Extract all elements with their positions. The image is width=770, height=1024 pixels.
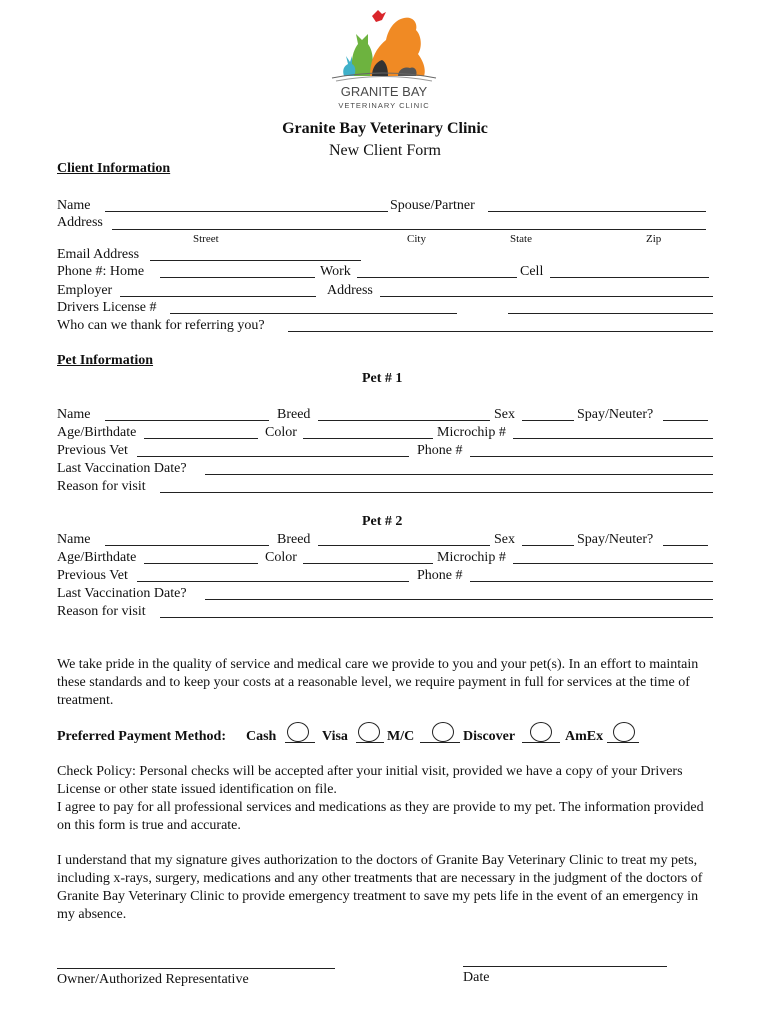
- pet2-age-field[interactable]: [144, 563, 258, 564]
- pet1-sex-field[interactable]: [522, 420, 574, 421]
- pet2-vacc-field[interactable]: [205, 599, 713, 600]
- pet2-phone-label: Phone #: [417, 568, 463, 583]
- spouse-label: Spouse/Partner: [390, 198, 475, 213]
- pet1-microchip-field[interactable]: [513, 438, 713, 439]
- employer-address-field[interactable]: [380, 296, 713, 297]
- pet2-microchip-field[interactable]: [513, 563, 713, 564]
- pet2-breed-label: Breed: [277, 532, 311, 547]
- pet1-prevvet-field[interactable]: [137, 456, 409, 457]
- phone-home-label: Phone #: Home: [57, 264, 145, 279]
- drivers-license-label: Drivers License #: [57, 300, 157, 315]
- cash-radio[interactable]: [287, 722, 309, 742]
- email-label: Email Address: [57, 247, 140, 262]
- agreement-paragraph: I agree to pay for all professional services and medications as they are provide to my pet. The information provided on this form is true and accurate.: [57, 800, 704, 833]
- pet1-phone-label: Phone #: [417, 443, 463, 458]
- employer-field[interactable]: [120, 296, 316, 297]
- discover-label: Discover: [463, 729, 516, 744]
- pet2-sex-field[interactable]: [522, 545, 574, 546]
- pet2-phone-field[interactable]: [470, 581, 713, 582]
- pet1-prevvet-label: Previous Vet: [57, 443, 128, 458]
- owner-signature-field[interactable]: [57, 968, 335, 969]
- amex-label: AmEx: [565, 729, 604, 744]
- pet1-color-field[interactable]: [303, 438, 433, 439]
- pride-paragraph: We take pride in the quality of service and medical care we provide to you and your pet(s). In an effort to maintain these standards and to keep your costs at a reasonable level, we require payment in full for services at the time of treatment.: [57, 657, 699, 708]
- phone-cell-field[interactable]: [550, 277, 709, 278]
- discover-radio[interactable]: [530, 722, 552, 742]
- pet1-name-label: Name: [57, 407, 91, 422]
- address-state-hint: State: [510, 233, 532, 245]
- email-field[interactable]: [150, 260, 361, 261]
- address-street-hint: Street: [193, 233, 219, 245]
- referral-label: Who can we thank for referring you?: [57, 318, 265, 333]
- pet2-title: Pet # 2: [362, 514, 403, 529]
- pet2-name-field[interactable]: [105, 545, 269, 546]
- pet1-breed-label: Breed: [277, 407, 311, 422]
- form-title: Granite Bay Veterinary Clinic: [282, 120, 488, 137]
- spouse-field[interactable]: [488, 211, 706, 212]
- phone-work-label: Work: [320, 264, 351, 279]
- date-field[interactable]: [463, 966, 667, 967]
- address-city-hint: City: [407, 233, 426, 245]
- pet2-color-label: Color: [265, 550, 297, 565]
- visa-label: Visa: [322, 729, 348, 744]
- payment-label: Preferred Payment Method:: [57, 729, 226, 744]
- logo-line1: GRANITE BAY: [340, 84, 428, 99]
- amex-radio[interactable]: [613, 722, 635, 742]
- mc-label: M/C: [387, 729, 415, 744]
- pet1-sex-label: Sex: [494, 407, 515, 422]
- pet2-vacc-label: Last Vaccination Date?: [57, 586, 187, 601]
- pet1-vacc-field[interactable]: [205, 474, 713, 475]
- logo-line2: VETERINARY CLINIC: [338, 101, 430, 110]
- mc-radio[interactable]: [432, 722, 454, 742]
- pet-info-heading: Pet Information: [57, 353, 154, 368]
- pet2-reason-field[interactable]: [160, 617, 713, 618]
- client-address-label: Address: [57, 215, 103, 230]
- pet2-spay-field[interactable]: [663, 545, 708, 546]
- pet2-prevvet-field[interactable]: [137, 581, 409, 582]
- date-label: Date: [463, 970, 490, 985]
- employer-address-label: Address: [327, 283, 373, 298]
- pet1-microchip-label: Microchip #: [437, 425, 506, 440]
- pet1-title: Pet # 1: [362, 371, 403, 386]
- phone-work-field[interactable]: [357, 277, 517, 278]
- pet2-sex-label: Sex: [494, 532, 515, 547]
- client-name-label: Name: [57, 198, 91, 213]
- pet1-spay-label: Spay/Neuter?: [577, 407, 654, 422]
- pet1-breed-field[interactable]: [318, 420, 490, 421]
- cash-label: Cash: [246, 729, 277, 744]
- pet1-reason-field[interactable]: [160, 492, 713, 493]
- pet2-microchip-label: Microchip #: [437, 550, 506, 565]
- bird-icon: [372, 10, 386, 22]
- pet2-breed-field[interactable]: [318, 545, 490, 546]
- client-address-field[interactable]: [112, 229, 706, 230]
- pet2-name-label: Name: [57, 532, 91, 547]
- referral-field[interactable]: [288, 331, 713, 332]
- visa-radio[interactable]: [358, 722, 380, 742]
- pet1-name-field[interactable]: [105, 420, 269, 421]
- pet1-reason-label: Reason for visit: [57, 479, 146, 494]
- pet1-age-label: Age/Birthdate: [57, 425, 137, 440]
- address-zip-hint: Zip: [646, 233, 662, 245]
- pet1-phone-field[interactable]: [470, 456, 713, 457]
- owner-signature-label: Owner/Authorized Representative: [57, 972, 249, 987]
- drivers-license-field[interactable]: [170, 313, 457, 314]
- check-policy-paragraph: Check Policy: Personal checks will be accepted after your initial visit, provided we have a copy of your Drivers License or other state issued identification on file.: [57, 764, 683, 797]
- clinic-logo: [322, 4, 446, 116]
- pet2-prevvet-label: Previous Vet: [57, 568, 128, 583]
- pet1-spay-field[interactable]: [663, 420, 708, 421]
- client-name-field[interactable]: [105, 211, 388, 212]
- phone-cell-label: Cell: [520, 264, 544, 279]
- pet2-color-field[interactable]: [303, 563, 433, 564]
- phone-home-field[interactable]: [160, 277, 315, 278]
- client-info-heading: Client Information: [57, 161, 171, 176]
- authorization-paragraph: I understand that my signature gives authorization to the doctors of Granite Bay Veterinary Clinic to treat my pets, including x-rays, surgery, medications and any other treatments that are necessary in the judgment of the doctors of Granite Bay Veterinary Clinic to provide emergency treatment to save my pets life in the event of an emergency in my absence.: [57, 853, 703, 922]
- drivers-license-state-field[interactable]: [508, 313, 713, 314]
- form-subtitle: New Client Form: [329, 142, 441, 159]
- pet1-age-field[interactable]: [144, 438, 258, 439]
- pet2-age-label: Age/Birthdate: [57, 550, 137, 565]
- pet2-reason-label: Reason for visit: [57, 604, 146, 619]
- pet1-color-label: Color: [265, 425, 297, 440]
- employer-label: Employer: [57, 283, 113, 298]
- pet1-vacc-label: Last Vaccination Date?: [57, 461, 187, 476]
- pet2-spay-label: Spay/Neuter?: [577, 532, 654, 547]
